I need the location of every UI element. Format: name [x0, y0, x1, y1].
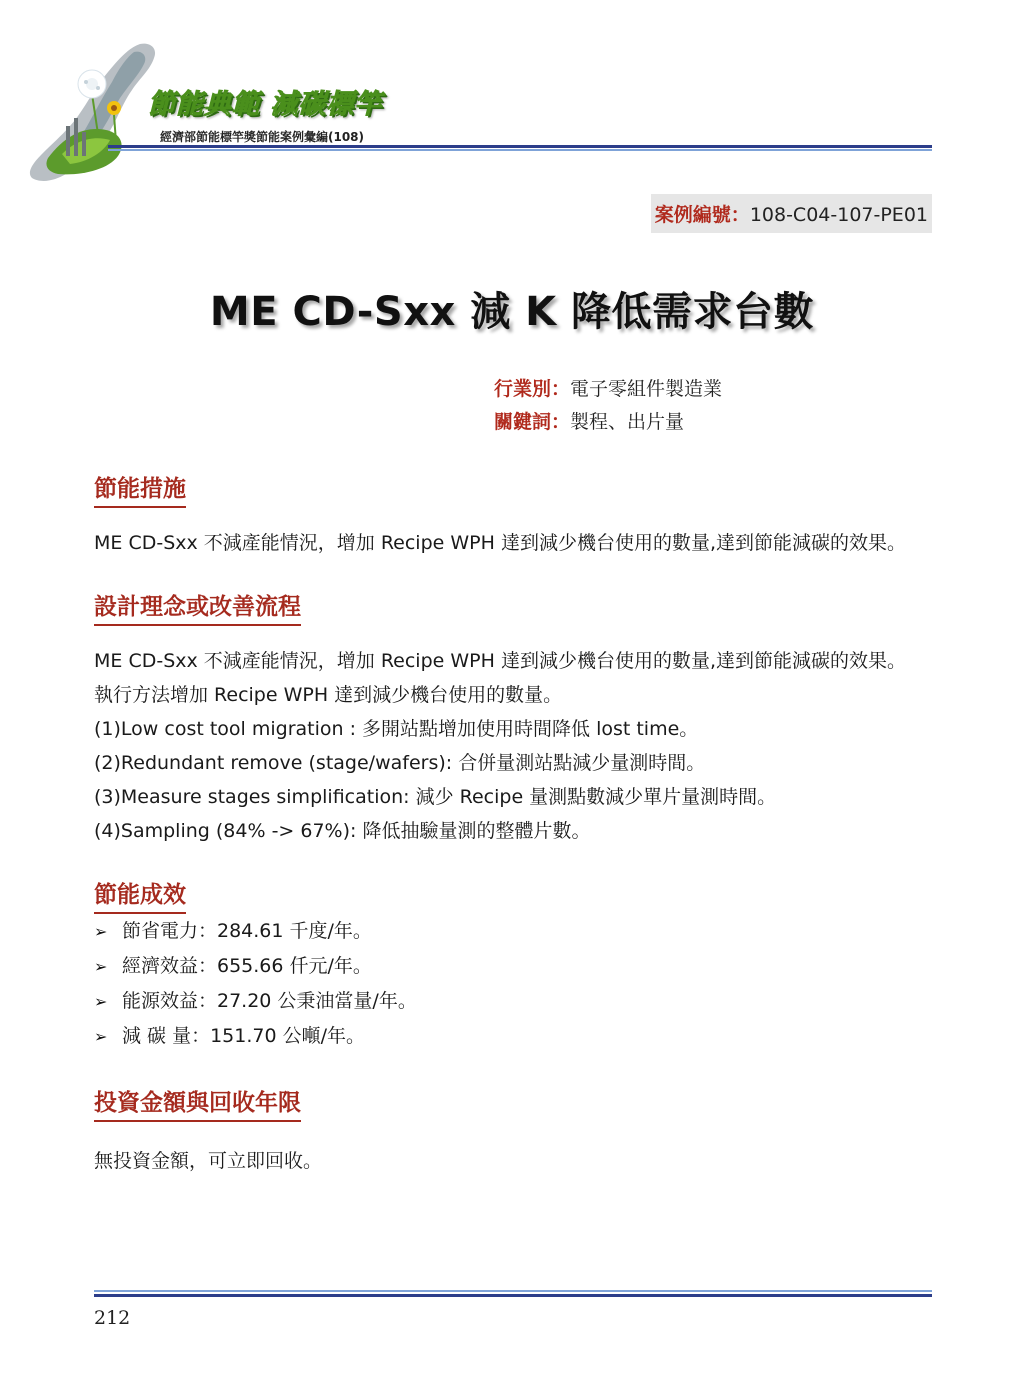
arrow-bullet-icon: ➢: [94, 957, 108, 976]
section-heading: 設計理念或改善流程: [94, 588, 301, 626]
list-item: [94, 914, 934, 949]
list-item: [94, 984, 934, 1019]
page-number: 212: [94, 1307, 131, 1329]
section-lines: [94, 644, 934, 848]
header-divider: [108, 145, 932, 148]
section-paragraph: ME CD-Sxx 不減產能情況，增加 Recipe WPH 達到減少機台使用的數量,達到節能減碳的效果。: [94, 532, 906, 554]
paragraph-line: ME CD-Sxx 不減產能情況，增加 Recipe WPH 達到減少機台使用的數量,達到節能減碳的效果。: [94, 650, 906, 672]
page-header: [0, 0, 1024, 190]
result-text: 節省電力：284.61 千度/年。: [122, 920, 372, 942]
document-body: [94, 470, 934, 1178]
footer-divider-accent: [94, 1290, 932, 1292]
paragraph-line: (4)Sampling (84% -> 67%): 降低抽驗量測的整體片數。: [94, 820, 591, 842]
header-divider-accent: [108, 149, 932, 151]
keywords-row: [494, 406, 722, 439]
list-item: [94, 1019, 934, 1054]
section-heading: 節能成效: [94, 876, 186, 914]
result-text: 減 碳 量：151.70 公噸/年。: [122, 1025, 366, 1047]
keywords-label: 關鍵詞：: [494, 411, 571, 433]
arrow-bullet-icon: ➢: [94, 1027, 108, 1046]
case-number-value: 108-C04-107-PE01: [749, 204, 928, 226]
footer-divider: [94, 1294, 932, 1297]
paragraph-line: (3)Measure stages simplification: 減少 Recipe 量測點數減少單片量測時間。: [94, 786, 777, 808]
case-number-box: [651, 194, 932, 233]
section-heading: 投資金額與回收年限: [94, 1084, 301, 1122]
arrow-bullet-icon: ➢: [94, 922, 108, 941]
industry-label: 行業別：: [494, 378, 571, 400]
paragraph-line: 執行方法增加 Recipe WPH 達到減少機台使用的數量。: [94, 684, 563, 706]
case-number-label: 案例編號：: [654, 204, 750, 226]
paragraph-line: (2)Redundant remove (stage/wafers): 合併量測站點減少量測時間。: [94, 752, 706, 774]
keywords-value: 製程、出片量: [570, 411, 685, 433]
list-item: [94, 949, 934, 984]
results-list: [94, 914, 934, 1054]
brand-subtitle: 經濟部節能標竿獎節能案例彙編(108): [160, 130, 365, 144]
section-design: [94, 588, 934, 848]
result-text: 能源效益：27.20 公秉油當量/年。: [122, 990, 417, 1012]
industry-row: [494, 373, 722, 406]
section-heading: 節能措施: [94, 470, 186, 508]
section-paragraph: 無投資金額，可立即回收。: [94, 1150, 323, 1172]
document-title: ME CD-Sxx 減 K 降低需求台數: [209, 289, 815, 335]
brand-title: 節能典範 減碳標竿: [148, 89, 383, 120]
arrow-bullet-icon: ➢: [94, 992, 108, 1011]
paragraph-line: (1)Low cost tool migration : 多開站點增加使用時間降低 lost time。: [94, 718, 699, 740]
result-text: 經濟效益：655.66 仟元/年。: [122, 955, 372, 977]
industry-value: 電子零組件製造業: [570, 378, 723, 400]
section-results: [94, 876, 934, 1054]
section-measures: [94, 470, 934, 560]
section-investment: [94, 1084, 934, 1178]
document-meta: [494, 373, 722, 439]
